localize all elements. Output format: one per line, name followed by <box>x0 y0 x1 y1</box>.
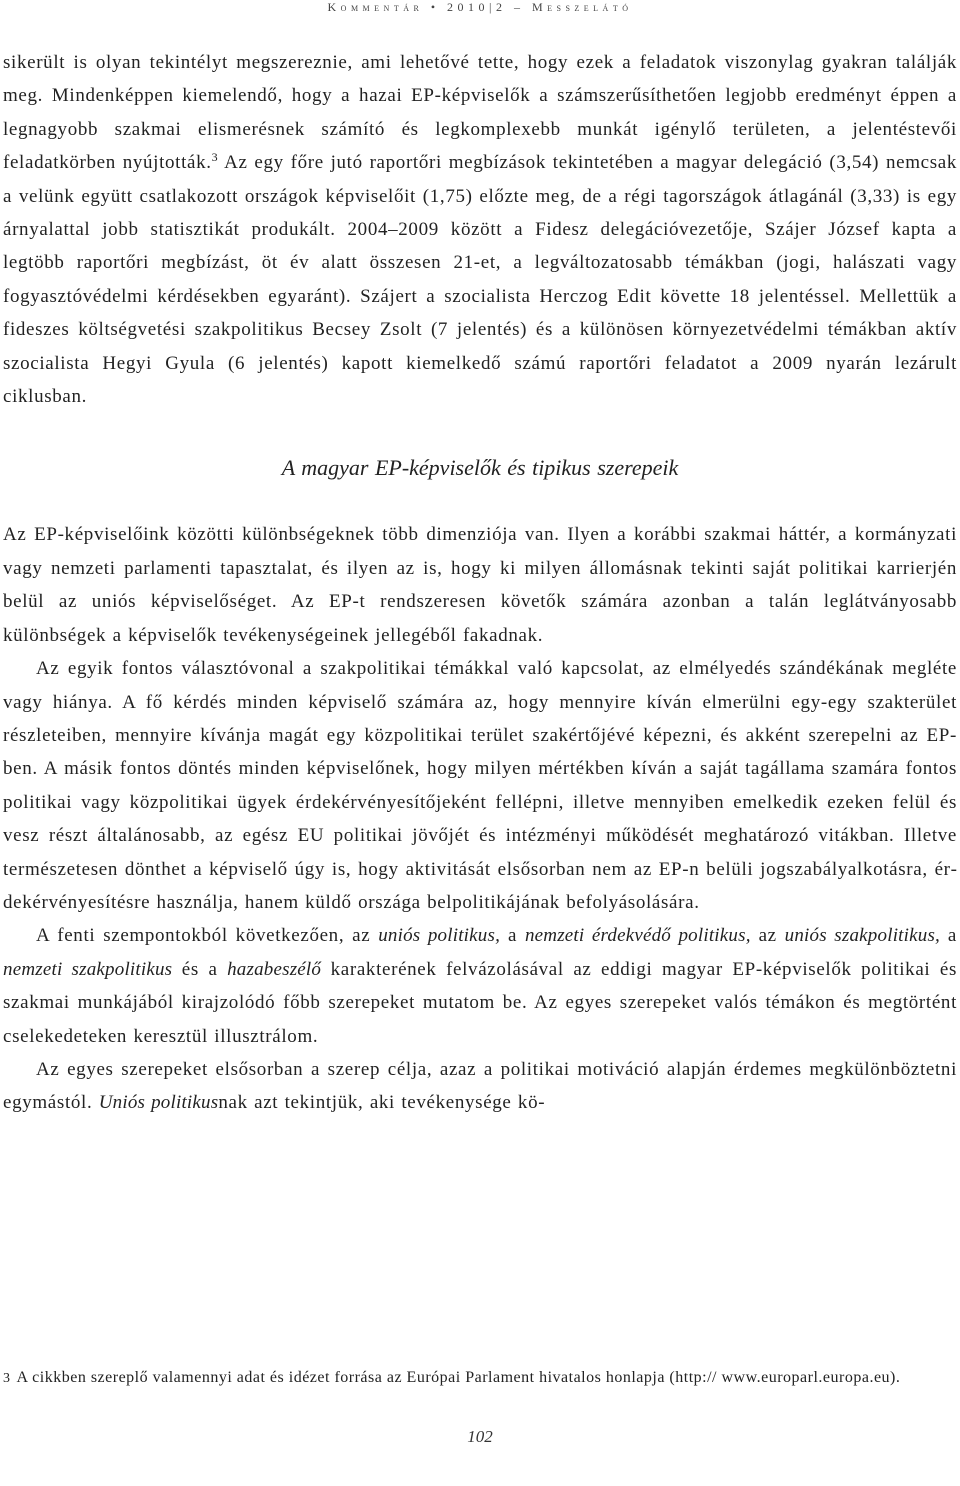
paragraph <box>3 652 957 919</box>
footnote-text: A cikkben szereplő valamennyi adat és idézet forrása az Európai Parlament hivatalos honlapja (http:// www.europarl.europa.eu). <box>16 1369 901 1386</box>
text-run: a <box>940 925 958 947</box>
paragraph <box>3 1053 957 1120</box>
text-run: a <box>500 925 525 947</box>
text-run: Az egyes szerepeket elsősorban a szerep célja, azaz a politikai motiváció alapján érdemes megkülönböztetni egymástól. <box>3 1058 957 1114</box>
footnote-number: 3 <box>3 1371 11 1386</box>
paragraph-group <box>3 518 957 1119</box>
text-run: és a <box>172 958 228 980</box>
paragraph-group-top <box>3 46 957 413</box>
emphasis: hazabeszélő <box>227 958 322 980</box>
article-body <box>3 46 957 1120</box>
emphasis: nemzeti érdekvédő politikus, <box>524 925 751 947</box>
section-heading <box>3 451 957 484</box>
emphasis: uniós szakpolitikus, <box>784 925 941 947</box>
paragraph <box>3 46 957 413</box>
emphasis: nemzeti szakpolitikus <box>3 958 173 980</box>
page-number: 102 <box>467 1427 493 1446</box>
text-run: Az egy főre jutó raportőri megbízások tekintetében a magyar delegáció (3,54) nemcsak a velünk együtt csatlakozott országok képviselőit (1,75) előzte meg, de a régi tagországok átlagánál (3,33) is egy árnyalattal jobb statisztikát produkált. 2004–2009 között a Fidesz delegációvezetője, Szájer József kapta a legtöbb raportőri megbízást, öt év alatt összesen 21-et, a legváltozatosabb témákban (jogi, halászati vagy fogyasztóvédelmi kérdésekben egyaránt). Szájert a szocialista Herczog Edit követte 18 jelentéssel. Mellettük a fideszes költségvetési szakpolitikus Becsey Zsolt (7 jelentés) és a különösen környezetvédelmi témákban aktív szocialista Hegyi Gyula (6 jelentés) kapott kiemelkedő számú raportőri feladatot a 2009 nyarán lezárult ciklusban. <box>3 152 957 408</box>
footnote <box>3 1364 957 1393</box>
text-run: nak azt tekintjük, aki tevékenysége kö- <box>218 1092 546 1114</box>
footnote-ref: 3 <box>211 150 219 165</box>
text-run: az <box>750 925 785 947</box>
paragraph <box>3 518 957 652</box>
text-run: A fenti szempontokból következően, az <box>36 925 379 947</box>
text-run: sikerült is olyan tekintélyt megszereznie, ami lehetővé tette, hogy ezek a feladatok viszonylag gyakran találják meg. Mindenképpen kiemelendő, hogy a hazai EP-képviselők a számszerűsíthetően legjobb eredményt éppen a legnagyobb szakmai elismerésnek számító és legkomplexebb munkát igénylő területen, a jelentéstevői feladatkörben nyújtották. <box>3 52 957 174</box>
emphasis: uniós politikus, <box>378 925 501 947</box>
text-run: Az egyik fontos választóvonal a szakpolitikai témákkal való kapcsolat, az elmélyedés szándékának megléte vagy hiánya. A fő kérdés minden képviselő számára az, hogy mennyire kíván elmerülni egy-egy szakterület részleteiben, mennyire kívánja magát egy közpolitikai terület szakértőjévé képezni, és akként szerepelni az EP-ben. A másik fontos döntés minden képviselőnek, hogy milyen mértékben kíván a saját tagállama szamára fontos politikai vagy közpolitikai ügyek érdekérvényesítőjeként fellépni, illetve mennyiben emelkedik ezeken felül és vesz részt általánosabb, az egész EU politikai jövőjét és intézményi működését meghatározó vitákban. Illetve természetesen dönthet a képviselő úgy is, hogy aktivitását elsősorban nem az EP-n belüli jogszabályalkotásra, érdekérvényesítésre használja, hanem küldő országa belpolitikájának befolyásolására. <box>3 658 957 913</box>
paragraph <box>3 919 957 1053</box>
text-run: Az EP-képviselőink közötti különbségeknek több dimenziója van. Ilyen a korábbi szakmai háttér, a kormányzati vagy nemzeti parlamenti tapasztalat, és ilyen az is, hogy ki milyen állomásnak tekinti saját politikai karrierjén belül az uniós képviselőséget. Az EP-t rendszeresen követők számára azonban a talán leglátványosabb különbségek a képviselők tevékenységeinek jellegéből fakadnak. <box>3 524 957 646</box>
section-heading-text: A magyar EP-képviselők és tipikus szerepeik <box>281 455 679 481</box>
emphasis: Uniós politikus <box>98 1092 219 1114</box>
text-run: karakterének felvázolásával az eddigi magyar EP-képviselők politikai és szakmai munkájából kirajzolódó főbb szerepeket mutatom be. Az egyes szerepeket valós témákon és megtörtént cselekedeteken keresztül illusztrálom. <box>3 958 957 1047</box>
running-header: Kommentár • 2010|2 – Messzelátó <box>327 0 633 14</box>
